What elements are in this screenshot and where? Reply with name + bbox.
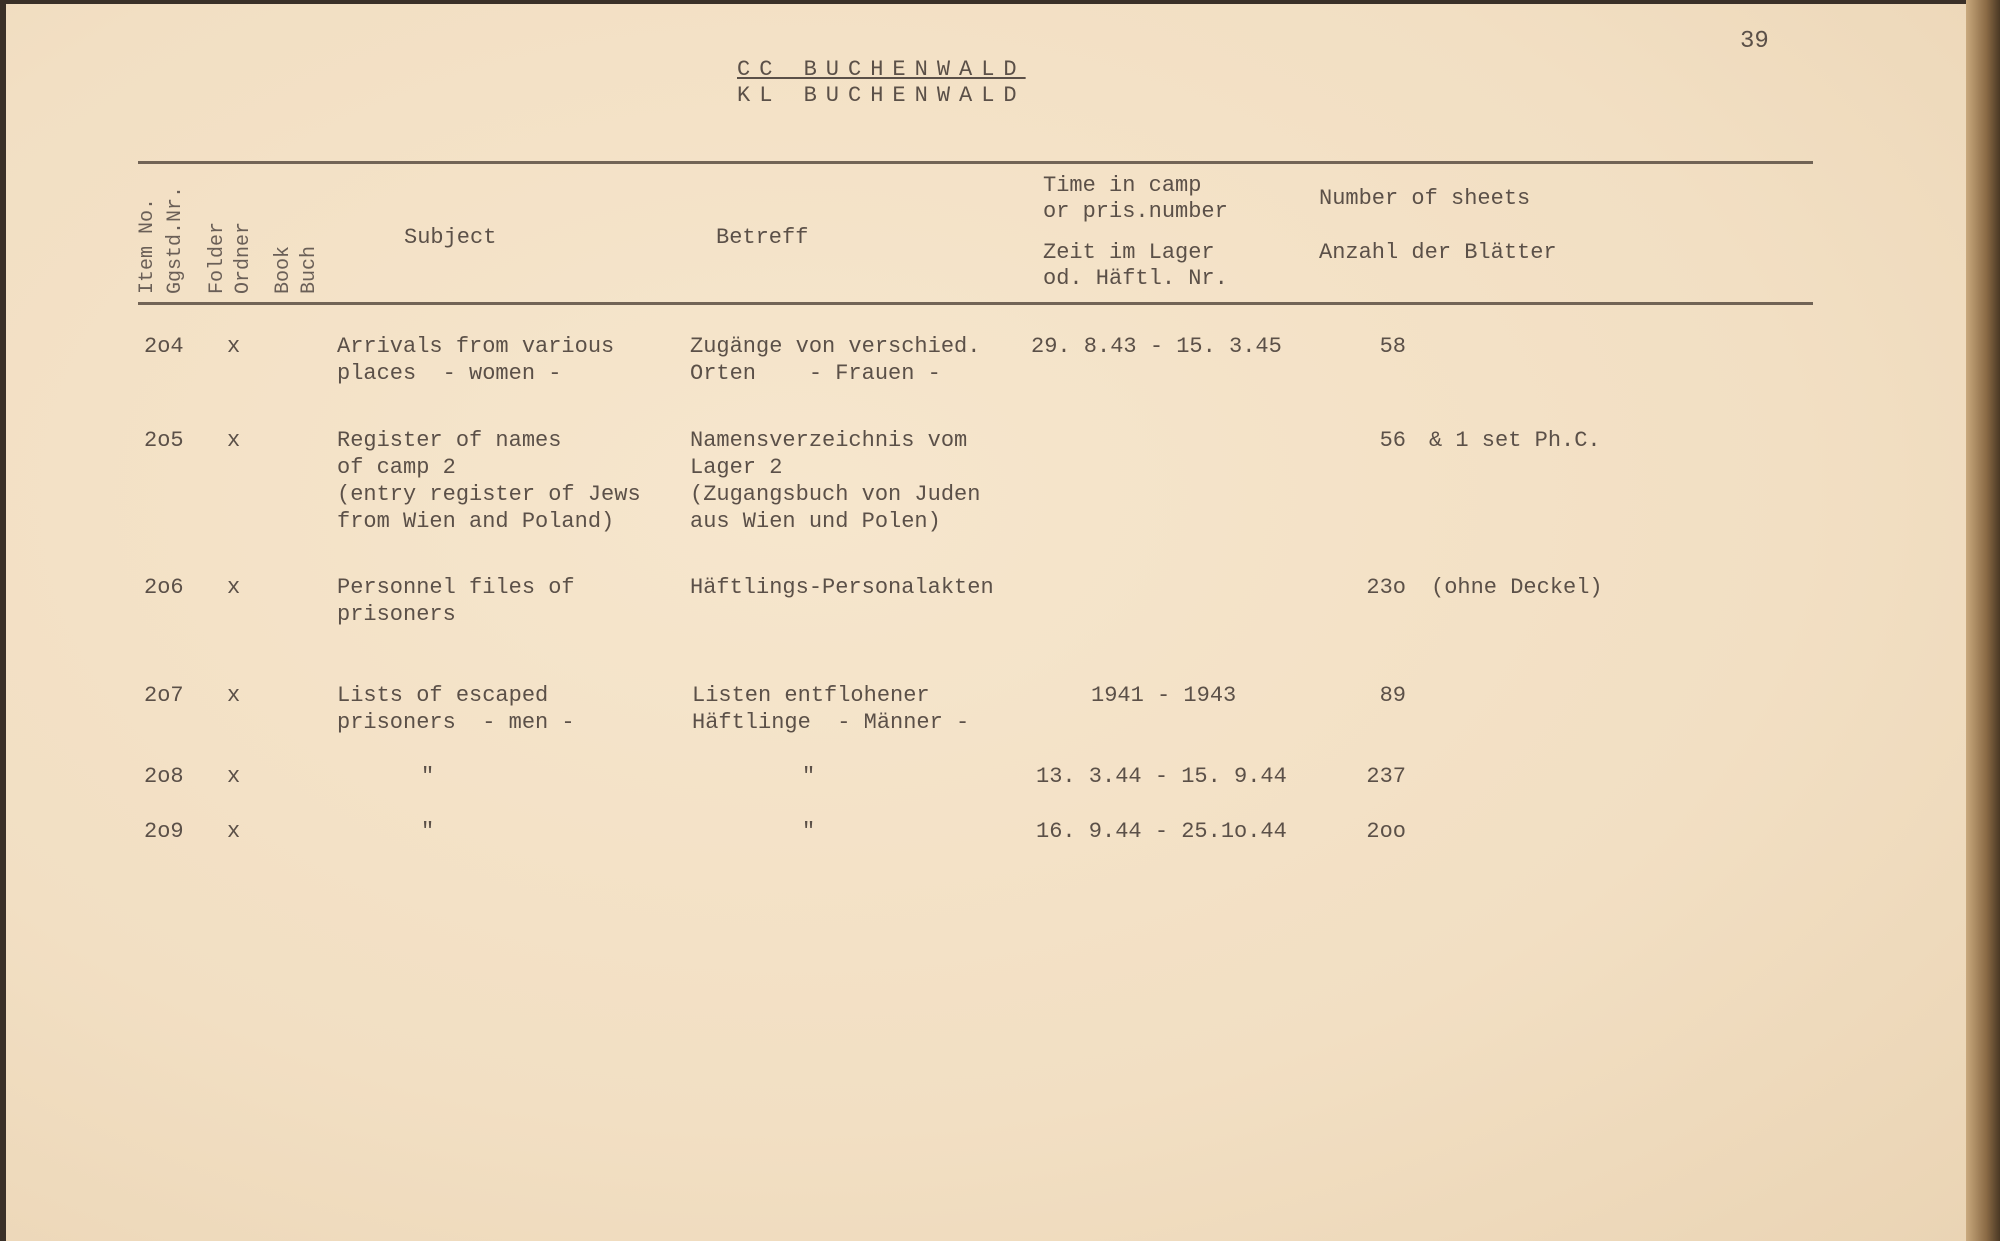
subject: Register of names of camp 2 (entry register of Jews from Wien and Poland) bbox=[337, 428, 641, 534]
document-page bbox=[6, 4, 1984, 1241]
time-in-camp: 16. 9.44 - 25.1o.44 bbox=[1036, 819, 1287, 844]
folder-mark: x bbox=[227, 683, 241, 708]
folder-mark: x bbox=[227, 575, 241, 600]
folder-mark: x bbox=[227, 764, 241, 789]
header-time-en-2: or pris.number bbox=[1043, 199, 1228, 224]
page-edge bbox=[1966, 0, 2000, 1241]
header-buch: Buch bbox=[298, 245, 321, 294]
sheet-count: 56 bbox=[1379, 428, 1406, 453]
subject: Personnel files of prisoners bbox=[337, 575, 575, 627]
subject-ditto: " bbox=[421, 819, 435, 844]
subject-ditto: " bbox=[421, 764, 435, 789]
time-in-camp: 29. 8.43 - 15. 3.45 bbox=[1031, 334, 1282, 359]
sheet-count: 89 bbox=[1379, 683, 1406, 708]
header-time-en-1: Time in camp bbox=[1043, 173, 1202, 198]
item-number: 2o4 bbox=[144, 334, 184, 359]
sheet-count: 237 bbox=[1366, 764, 1406, 789]
folder-mark: x bbox=[227, 819, 241, 844]
title-german: KL BUCHENWALD bbox=[737, 83, 1026, 108]
betreff: Häftlings-Personalakten bbox=[690, 575, 994, 600]
subject: Arrivals from various places - women - bbox=[337, 334, 615, 386]
sheet-count: 58 bbox=[1379, 334, 1406, 359]
item-number: 2o9 bbox=[144, 819, 184, 844]
header-ggstd-nr: Ggstd.Nr. bbox=[164, 185, 187, 294]
item-number: 2o8 bbox=[144, 764, 184, 789]
header-folder: Folder bbox=[206, 221, 229, 294]
item-number: 2o6 bbox=[144, 575, 184, 600]
folder-mark: x bbox=[227, 428, 241, 453]
header-time-de-2: od. Häftl. Nr. bbox=[1043, 266, 1228, 291]
sheet-note: (ohne Deckel) bbox=[1431, 575, 1603, 600]
betreff-ditto: " bbox=[802, 819, 816, 844]
title-english: CC BUCHENWALD bbox=[737, 57, 1026, 82]
subject: Lists of escaped prisoners - men - bbox=[337, 683, 575, 735]
header-time-de-1: Zeit im Lager bbox=[1043, 240, 1215, 265]
header-sheets-de: Anzahl der Blätter bbox=[1319, 240, 1557, 265]
header-sheets-en: Number of sheets bbox=[1319, 186, 1531, 211]
item-number: 2o7 bbox=[144, 683, 184, 708]
time-in-camp: 1941 - 1943 bbox=[1091, 683, 1237, 708]
betreff-ditto: " bbox=[802, 764, 816, 789]
sheet-count: 2oo bbox=[1366, 819, 1406, 844]
header-subject: Subject bbox=[404, 225, 497, 250]
sheet-count: 23o bbox=[1366, 575, 1406, 600]
header-bottom-rule bbox=[138, 302, 1813, 305]
header-item-no: Item No. bbox=[136, 197, 159, 294]
header-book: Book bbox=[272, 245, 295, 294]
header-top-rule bbox=[138, 161, 1813, 164]
header-ordner: Ordner bbox=[232, 221, 255, 294]
sheet-note: & 1 set Ph.C. bbox=[1429, 428, 1601, 453]
folder-mark: x bbox=[227, 334, 241, 359]
page-number: 39 bbox=[1740, 28, 1769, 55]
time-in-camp: 13. 3.44 - 15. 9.44 bbox=[1036, 764, 1287, 789]
betreff: Listen entflohener Häftlinge - Männer - bbox=[692, 683, 970, 735]
item-number: 2o5 bbox=[144, 428, 184, 453]
betreff: Zugänge von verschied. Orten - Frauen - bbox=[690, 334, 981, 386]
header-betreff: Betreff bbox=[716, 225, 809, 250]
betreff: Namensverzeichnis vom Lager 2 (Zugangsbuch von Juden aus Wien und Polen) bbox=[690, 428, 981, 534]
